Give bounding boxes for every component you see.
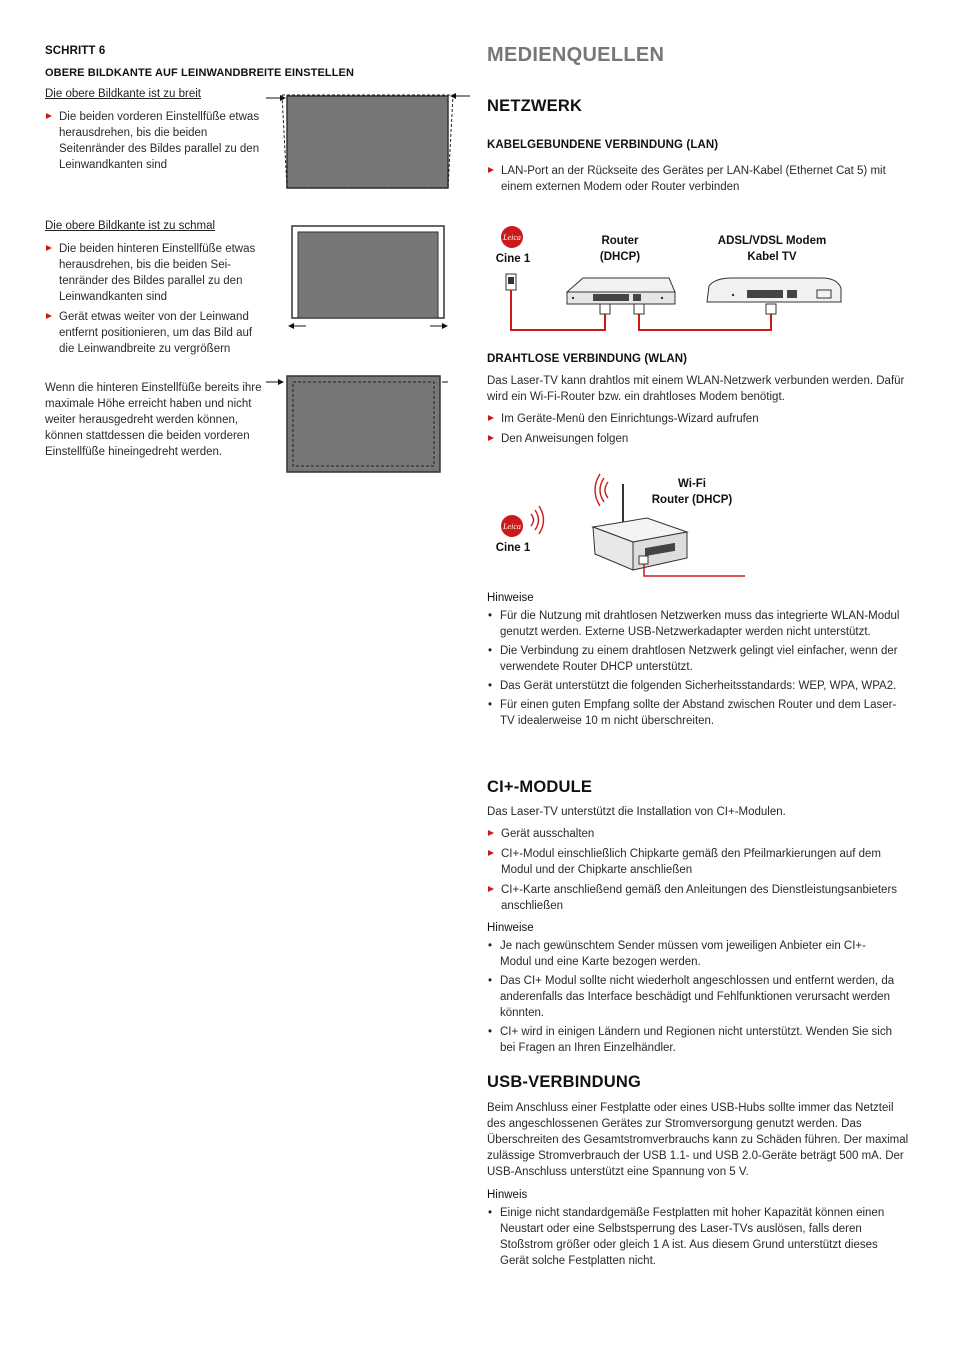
- list-item: Gerät etwas weiter von der Leinwand entfernt positionieren, um das Bild auf die Leinwandbreite zu vergrößern: [45, 309, 270, 357]
- network-notes-heading: Hinweise: [487, 592, 534, 604]
- wlan-list: [487, 411, 907, 451]
- list-item: Gerät ausschalten: [487, 826, 912, 842]
- lan-cable: [639, 312, 771, 330]
- lan-heading: KABELGEBUNDENE VERBINDUNG (LAN): [487, 139, 719, 151]
- usb-notes: [487, 1205, 909, 1272]
- wifi-signal-icon: [531, 506, 544, 534]
- arrow-left-icon: [288, 323, 294, 329]
- ci-heading: CI+-MODULE: [487, 778, 593, 796]
- svg-text:Leica: Leica: [503, 233, 521, 242]
- wifi-signal-icon: [595, 474, 608, 506]
- projected-image: [287, 96, 448, 188]
- list-item: • Für die Nutzung mit drahtlosen Netzwerken muss das integrierte WLAN-Modul genutzt werden. Externe USB-Netzwerkadapter werden nicht unterstützt.: [487, 608, 909, 640]
- arrow-right-icon: [280, 95, 286, 101]
- list-item: Im Geräte-Menü den Einrichtungs-Wizard aufrufen: [487, 411, 907, 427]
- usb-note-heading: Hinweis: [487, 1189, 528, 1201]
- case1-heading: Die obere Bildkante ist zu breit: [45, 88, 201, 100]
- list-item: • CI+ wird in einigen Ländern und Regionen nicht unterstützt. Wenden Sie sich bei Fragen an Ihren Einzelhändler.: [487, 1024, 897, 1056]
- svg-text:Leica: Leica: [503, 522, 521, 531]
- wlan-router-label: Wi-Fi Router (DHCP): [651, 478, 733, 506]
- projected-image: [298, 232, 438, 318]
- list-item: • Das CI+ Modul sollte nicht wiederholt angeschlossen und entfernt werden, da anderenfalls das Interface beschädigt und Fehlfunktionen verursacht werden könnten.: [487, 973, 897, 1021]
- list-item: LAN-Port an der Rückseite des Gerätes per LAN-Kabel (Ethernet Cat 5) mit einem externen Modem oder Router verbinden: [487, 163, 912, 195]
- list-item: • Einige nicht standardgemäße Festplatten mit hoher Kapazität können einen Neustart oder eine Selbstsperrung des Laser-TVs auslösen, falls deren Stoßstrom größer oder gleich 1 A ist. Aus diesem Grund unterstützt dieses Gerät solche Festplatten nicht.: [487, 1205, 909, 1269]
- list-item: CI+-Modul einschließlich Chipkarte gemäß den Pfeilmarkierungen auf dem Modul und der Chipkarte anschließen: [487, 846, 912, 878]
- list-item: • Die Verbindung zu einem drahtlosen Netzwerk gelingt viel einfacher, wenn der verwendete Router DHCP unterstützt.: [487, 643, 909, 675]
- projected-image: [287, 376, 440, 472]
- lan-list: [487, 163, 912, 199]
- screen-too-narrow-diagram: [284, 222, 456, 334]
- arrow-right-icon: [442, 323, 448, 329]
- page-title: MEDIENQUELLEN: [487, 44, 665, 66]
- list-item: Die beiden vorderen Einstellfüße etwas herausdrehen, bis die beiden Seitenränder des Bildes parallel zu den Leinwandkanten sind: [45, 109, 260, 173]
- wlan-heading: DRAHTLOSE VERBINDUNG (WLAN): [487, 353, 688, 365]
- lan-router-label: Router (DHCP): [599, 235, 641, 263]
- lan-device-label: Cine 1: [495, 253, 531, 265]
- list-item: • Für einen guten Empfang sollte der Abstand zwischen Router und dem Laser-TV idealerweise 10 m nicht überschreiten.: [487, 697, 909, 729]
- list-item: • Das Gerät unterstützt die folgenden Sicherheitsstandards: WEP, WPA, WPA2.: [487, 678, 909, 694]
- lan-modem-label: ADSL/VDSL Modem Kabel TV: [717, 235, 827, 263]
- usb-heading: USB-VERBINDUNG: [487, 1073, 642, 1091]
- wlan-device-label: Cine 1: [495, 542, 531, 554]
- case2-heading: Die obere Bildkante ist zu schmal: [45, 220, 216, 232]
- list-item: Den Anweisungen folgen: [487, 431, 907, 447]
- case3-text: Wenn die hinteren Einstellfüße bereits ihre maximale Höhe erreicht haben und nicht weiter herausgedreht werden können, können stattdessen die beiden vorderen Einstellfüße hineingedreht werden.: [45, 382, 262, 458]
- ci-notes-heading: Hinweise: [487, 922, 534, 934]
- list-item: CI+-Karte anschließend gemäß den Anleitungen des Dienstleistungsanbieters anschließen: [487, 882, 912, 914]
- arrow-left-icon: [450, 93, 456, 99]
- screen-too-wide-diagram: [266, 86, 472, 196]
- usb-intro: Beim Anschluss einer Festplatte oder eines USB-Hubs sollte immer das Netzteil des angeschlossenen Gerätes zur Stromversorgung genutzt werden. Das Überschreiten des Gesamtstromverbrauchs kann zu Schäden führen. Der maximal zulässige Stromverbrauch der USB 1.1- und USB 2.0-Geräte beträgt 500 mA. Der USB-Anschluss unterstützt eine Spannung von 5 V.: [487, 1102, 909, 1178]
- case2-list: [45, 241, 270, 361]
- modem-icon: [707, 278, 841, 302]
- arrow-right-icon: [278, 379, 284, 385]
- step-title: SCHRITT 6: [45, 45, 106, 57]
- network-notes: [487, 608, 909, 732]
- router-icon: [567, 278, 675, 304]
- lan-diagram: [487, 220, 907, 338]
- case1-list: [45, 109, 260, 177]
- network-heading: NETZWERK: [487, 97, 583, 115]
- ci-list: [487, 826, 912, 918]
- list-item: • Je nach gewünschtem Sender müssen vom jeweiligen Anbieter ein CI+-Modul und eine Karte bezogen werden.: [487, 938, 897, 970]
- wlan-intro: Das Laser-TV kann drahtlos mit einem WLAN-Netzwerk verbunden werden. Dafür wird ein Wi-Fi-Router bzw. ein drahtloses Modem benötigt.: [487, 375, 905, 403]
- lan-plug-icon: [766, 304, 776, 314]
- ci-intro: Das Laser-TV unterstützt die Installation von CI+-Modulen.: [487, 806, 786, 818]
- list-item: Die beiden hinteren Einstellfüße etwas herausdrehen, bis die beiden Sei-tenränder des Bildes parallel zu den Leinwandkanten sind: [45, 241, 270, 305]
- screen-alternative-diagram: [266, 370, 456, 476]
- ci-notes: [487, 938, 897, 1059]
- lan-plug-icon: [600, 304, 610, 314]
- wlan-diagram: [487, 470, 757, 580]
- step-subtitle: OBERE BILDKANTE AUF LEINWANDBREITE EINSTELLEN: [45, 67, 355, 79]
- lan-plug-icon: [634, 304, 644, 314]
